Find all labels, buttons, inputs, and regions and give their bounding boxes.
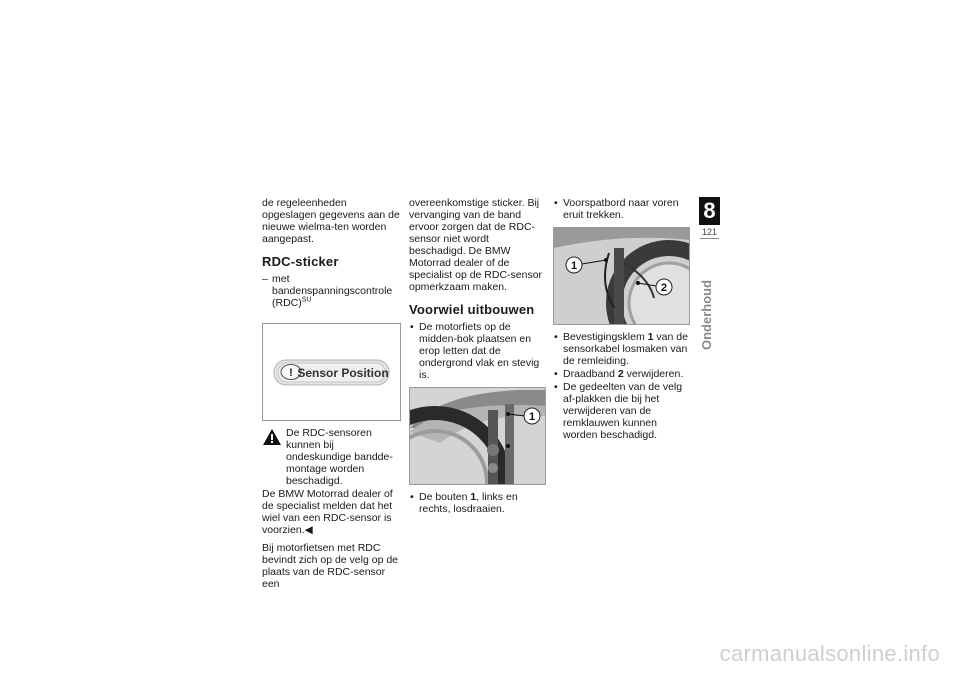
chapter-title: Onderhoud	[699, 279, 714, 350]
figure-label-2: 2	[660, 282, 668, 294]
column-3	[553, 197, 693, 447]
dash-list	[262, 273, 402, 309]
heading-front-wheel-removal: Voorwiel uitbouwen	[409, 302, 535, 317]
sticker-continuation: overeenkomstige sticker. Bij vervanging van de band ervoor zorgen dat de RDC-sensor niet wordt beschadigd. De BMW Motorrad dealer of de specialist op de RDC-sensor opmerkzaam maken.	[409, 197, 543, 293]
bullet-list-3	[553, 197, 693, 221]
step-text: , links en rechts, losdraaien.	[419, 491, 518, 515]
sticker-illustration	[263, 324, 400, 420]
step-remove-cable-tie	[553, 368, 693, 380]
bullet-list-4	[553, 331, 693, 441]
brake-caliper-photo	[554, 228, 689, 324]
step-text: verwijderen.	[623, 368, 684, 380]
step-tape-rim: • De gedeelten van de velg af-plakken die bij het verwijderen van de remklauwen kunnen worden beschadigd.	[553, 381, 693, 441]
figure-label-1: 1	[528, 411, 536, 423]
sensor-position-sticker-figure	[262, 323, 401, 421]
warning-block	[262, 427, 402, 487]
sticker-label: Sensor Position	[297, 366, 389, 380]
step-text: De bouten	[419, 491, 471, 503]
step-ref-number: 1	[647, 331, 654, 343]
dash-item-sup: SU	[301, 296, 312, 304]
rdc-paragraph: Bij motorfietsen met RDC bevindt zich op de velg op de plaats van de RDC-sensor een	[262, 542, 399, 590]
dash-item	[262, 273, 402, 309]
brake-line-figure	[553, 227, 690, 325]
step-center-stand: • De motorfiets op de midden-bok plaatsen en erop letten dat de ondergrond vlak en stevig is.	[409, 321, 547, 381]
front-fork-photo	[410, 388, 545, 484]
warning-triangle-icon	[262, 428, 282, 446]
chapter-divider	[700, 238, 719, 239]
step-release-clamp	[553, 331, 693, 367]
step-text: Bevestigingsklem	[563, 331, 648, 343]
heading-rdc-sticker: RDC-sticker	[262, 254, 339, 269]
sticker-exclamation-mark: !	[289, 367, 293, 379]
column-2	[409, 197, 547, 521]
warning-text: De RDC-sensoren kunnen bij ondeskundige bandde-montage worden beschadigd.	[286, 427, 393, 487]
step-loosen-bolts	[409, 491, 547, 515]
step-text: Draadband	[563, 368, 618, 380]
intro-text: de regeleenheden opgeslagen gegevens aan de nieuwe wielma-ten worden aangepast.	[262, 197, 400, 245]
dash-item-text: met bandenspanningscontrole (RDC)	[272, 273, 393, 309]
chapter-number: 8	[699, 197, 720, 225]
step-ref-number: 2	[617, 368, 624, 380]
figure-label-1: 1	[570, 260, 578, 272]
column-1	[262, 197, 402, 596]
bullet-list-2	[409, 491, 547, 515]
bullet-list-1	[409, 321, 547, 381]
step-remove-fender: • Voorspatbord naar voren eruit trekken.	[553, 197, 693, 221]
dealer-note: De BMW Motorrad dealer of de specialist melden dat het wiel van een RDC-sensor is voorzien.◀	[262, 488, 393, 536]
step-text: van de sensorkabel losmaken van de remleiding.	[563, 331, 688, 367]
step-ref-number: 1	[470, 491, 477, 503]
watermark: carmanualsonline.info	[719, 641, 940, 666]
front-wheel-bolts-figure	[409, 387, 546, 485]
page-number: 121	[701, 227, 718, 237]
